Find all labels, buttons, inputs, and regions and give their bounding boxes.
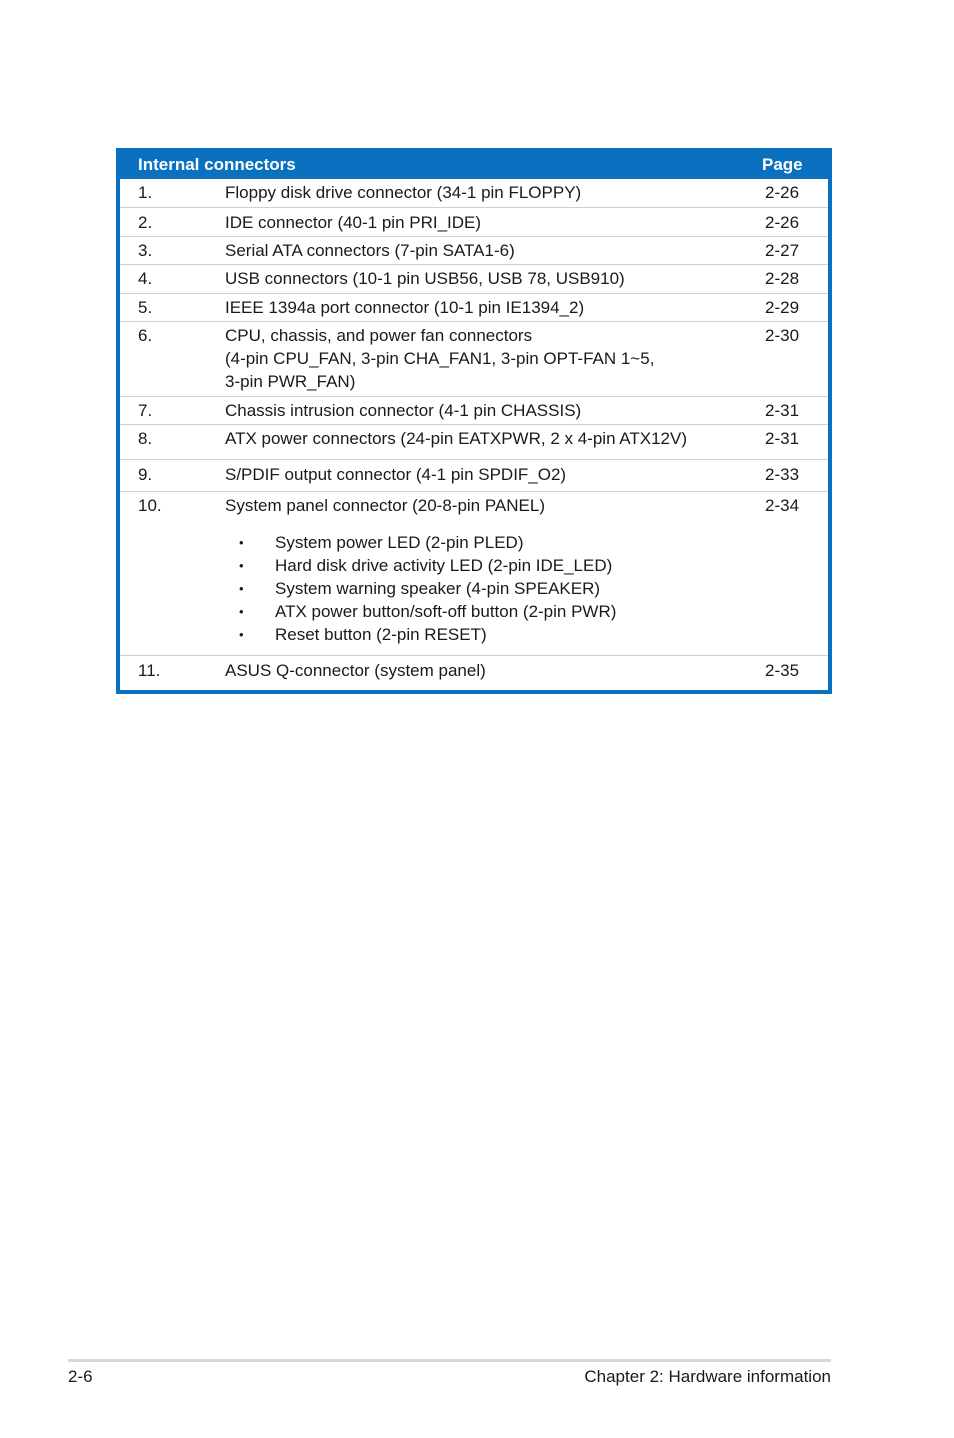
row-number: 10. (138, 496, 162, 515)
table-row (120, 425, 828, 460)
row-number: 8. (138, 429, 153, 448)
bullet-icon: • (239, 581, 244, 596)
row-number: 5. (138, 298, 153, 317)
row-page: 2-26 (765, 213, 800, 232)
description-line: ATX power connectors (24-pin EATXPWR, 2 x 4-pin ATX12V) (225, 429, 688, 448)
row-page: 2-29 (765, 298, 800, 317)
row-number: 7. (138, 401, 153, 420)
row-description (225, 296, 745, 319)
row-description (225, 267, 745, 290)
table-row (120, 322, 828, 397)
description-line: S/PDIF output connector (4-1 pin SPDIF_O2) (225, 465, 567, 484)
list-item (225, 554, 745, 577)
bullet-text: Hard disk drive activity LED (2-pin IDE_LED) (275, 556, 613, 575)
description-line: Serial ATA connectors (7-pin SATA1-6) (225, 241, 515, 260)
bullet-icon: • (239, 535, 244, 550)
internal-connectors-table (116, 148, 832, 694)
table-row (120, 208, 828, 237)
bullet-text: System warning speaker (4-pin SPEAKER) (275, 579, 601, 598)
row-description (225, 211, 745, 234)
description-line: IDE connector (40-1 pin PRI_IDE) (225, 213, 482, 232)
table-row (120, 460, 828, 492)
description-line: CPU, chassis, and power fan connectors (225, 326, 533, 345)
header-page: Page (762, 155, 803, 174)
list-item (225, 531, 745, 554)
row-number: 9. (138, 465, 153, 484)
row-page: 2-34 (765, 496, 800, 515)
description-line: System panel connector (20-8-pin PANEL) (225, 496, 546, 515)
table-row (120, 397, 828, 425)
row-number: 2. (138, 213, 153, 232)
description-line: Chassis intrusion connector (4-1 pin CHASSIS) (225, 401, 582, 420)
row-number: 4. (138, 269, 153, 288)
row-page: 2-27 (765, 241, 800, 260)
bullet-list (225, 531, 745, 646)
bullet-icon: • (239, 627, 244, 642)
row-description (225, 659, 745, 682)
table-row (120, 237, 828, 265)
row-description (225, 427, 745, 450)
bullet-icon: • (239, 604, 244, 619)
row-number: 3. (138, 241, 153, 260)
row-description (225, 494, 745, 646)
row-page: 2-30 (765, 326, 800, 345)
row-page: 2-31 (765, 429, 800, 448)
description-line: USB connectors (10-1 pin USB56, USB 78, USB910) (225, 269, 625, 288)
row-page: 2-35 (765, 661, 800, 680)
row-description (225, 324, 745, 393)
row-page: 2-31 (765, 401, 800, 420)
row-page: 2-26 (765, 183, 800, 202)
table-header (120, 148, 828, 179)
description-line: (4-pin CPU_FAN, 3-pin CHA_FAN1, 3-pin OPT-FAN 1~5, (225, 349, 655, 368)
row-description (225, 399, 745, 422)
footer-chapter-title: Chapter 2: Hardware information (584, 1367, 831, 1386)
row-number: 1. (138, 183, 153, 202)
row-page: 2-33 (765, 465, 800, 484)
footer-divider (68, 1359, 831, 1362)
row-description (225, 239, 745, 262)
bullet-text: ATX power button/soft-off button (2-pin PWR) (275, 602, 617, 621)
bullet-icon: • (239, 558, 244, 573)
table-row (120, 492, 828, 656)
bullet-text: System power LED (2-pin PLED) (275, 533, 524, 552)
list-item (225, 623, 745, 646)
row-number: 11. (138, 661, 161, 680)
table-row (120, 179, 828, 208)
row-description (225, 181, 745, 204)
row-description (225, 463, 745, 486)
table-row (120, 656, 828, 690)
footer-page-number: 2-6 (68, 1367, 93, 1386)
description-line: ASUS Q-connector (system panel) (225, 661, 486, 680)
bullet-text: Reset button (2-pin RESET) (275, 625, 487, 644)
description-line: 3-pin PWR_FAN) (225, 372, 356, 391)
row-number: 6. (138, 326, 153, 345)
list-item (225, 600, 745, 623)
header-title: Internal connectors (138, 155, 296, 174)
row-page: 2-28 (765, 269, 800, 288)
description-line: Floppy disk drive connector (34-1 pin FLOPPY) (225, 183, 582, 202)
list-item (225, 577, 745, 600)
table-row (120, 265, 828, 294)
table-row (120, 294, 828, 322)
description-line: IEEE 1394a port connector (10-1 pin IE1394_2) (225, 298, 585, 317)
